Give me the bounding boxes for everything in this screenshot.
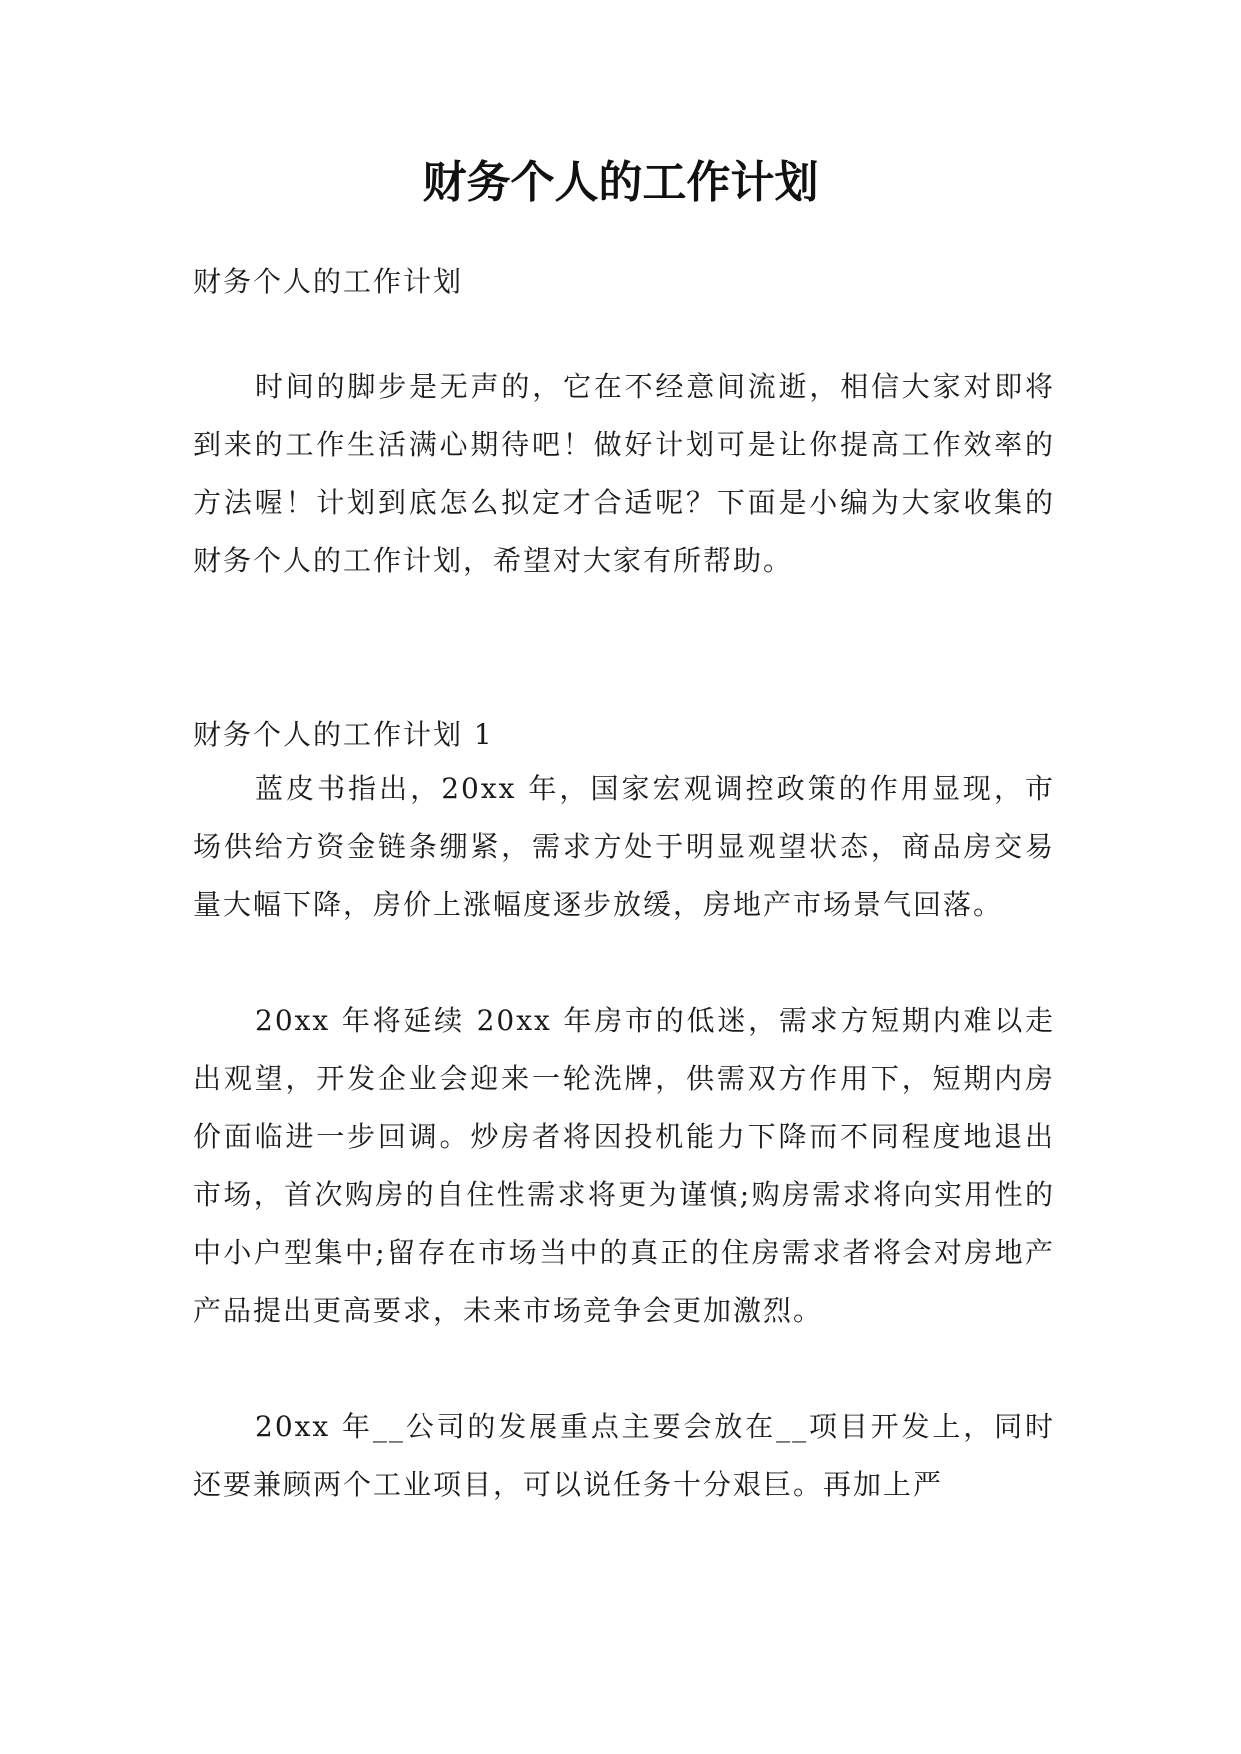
document-title: 财务个人的工作计划 — [422, 157, 819, 208]
intro-paragraph: 时间的脚步是无声的，它在不经意间流逝，相信大家对即将到来的工作生活满心期待吧！做好计划可是让你提高工作效率的方法喔！计划到底怎么拟定才合适呢？下面是小编为大家收集的财务个人的工作计划，希望对大家有所帮助。 — [193, 370, 1055, 577]
body-paragraph-2: 20xx 年将延续 20xx 年房市的低迷，需求方短期内难以走出观望，开发企业会迎来一轮洗牌，供需双方作用下，短期内房价面临进一步回调。炒房者将因投机能力下降而不同程度地退出市场，首次购房的自住性需求将更为谨慎;购房需求将向实用性的中小户型集中;留存在市场当中的真正的住房需求者将会对房地产产品提出更高要求，未来市场竞争会更加激烈。 — [193, 1004, 1055, 1327]
body-paragraph-3: 20xx 年__公司的发展重点主要会放在__项目开发上，同时还要兼顾两个工业项目，可以说任务十分艰巨。再加上严 — [193, 1410, 1055, 1501]
body-paragraph-1: 蓝皮书指出，20xx 年，国家宏观调控政策的作用显现，市场供给方资金链条绷紧，需求方处于明显观望状态，商品房交易量大幅下降，房价上涨幅度逐步放缓，房地产市场景气回落。 — [193, 772, 1055, 921]
document-subtitle: 财务个人的工作计划 — [193, 265, 464, 298]
section-heading: 财务个人的工作计划 1 — [193, 718, 494, 751]
